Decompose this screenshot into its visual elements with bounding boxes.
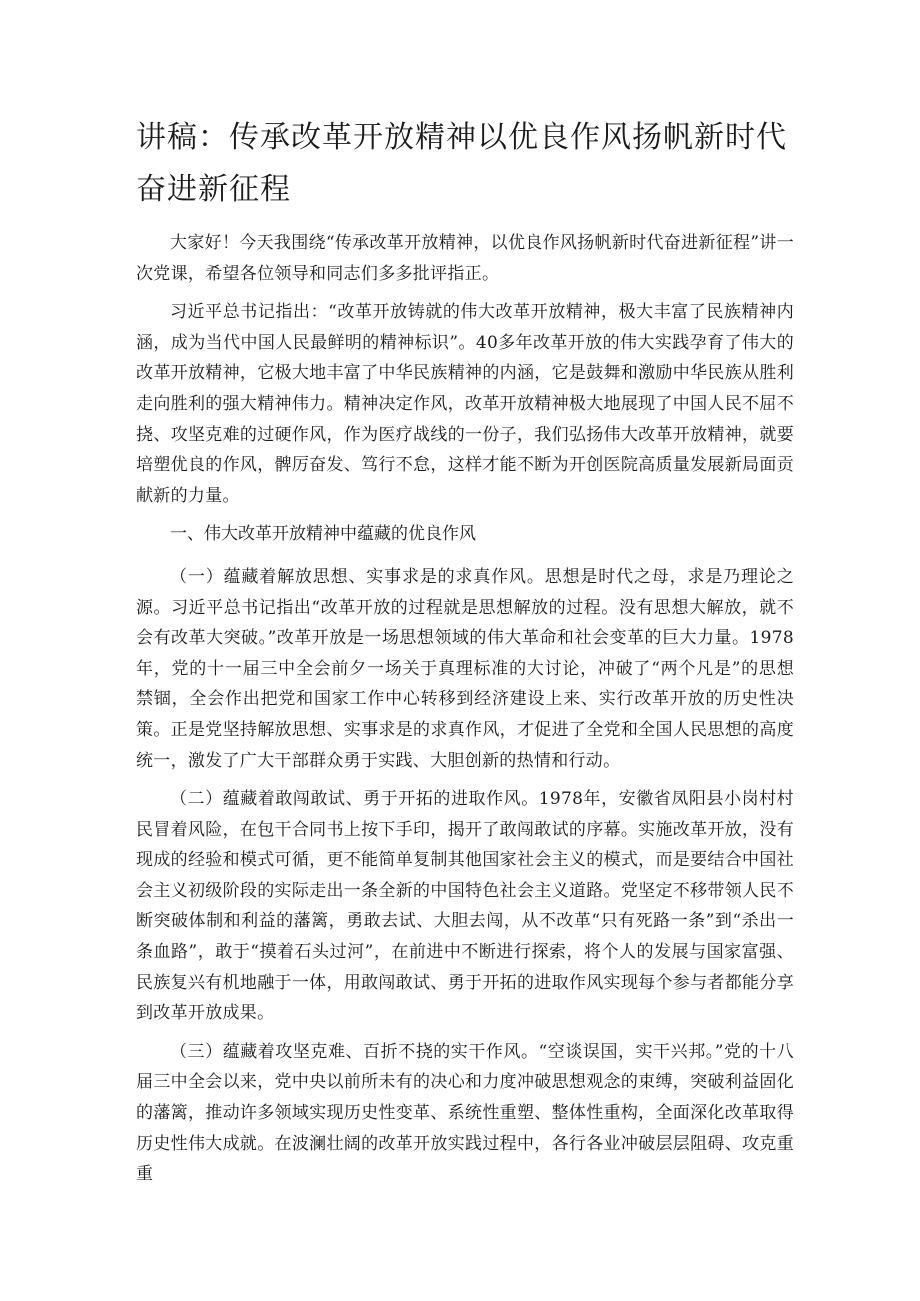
section-heading-1: 一、伟大改革开放精神中蕴藏的优良作风 [170,524,476,545]
paragraph-section-1: （一）蕴藏着解放思想、实事求是的求真作风。思想是时代之母，求是乃理论之源。习近平总书记指出“改革开放的过程就是思想解放的过程。没有思想大解放，就不会有改革大突破。”改革开放是一场思想领域的伟大革命和社会变革的巨大力量。1978年，党的十一届三中全会前夕一场关于真理标准的大讨论，冲破了“两个凡是”的思想禁锢，全会作出把党和国家工作中心转移到经济建设上来、实行改革开放的历史性决策。正是党坚持解放思想、实事求是的求真作风，才促进了全党和全国人民思想的高度统一，激发了广大干部群众勇于实践、大胆创新的热情和行动。 [136,566,794,771]
paragraph-section-2: （二）蕴藏着敢闯敢试、勇于开拓的进取作风。1978年，安徽省凤阳县小岗村村民冒着风险，在包干合同书上按下手印，揭开了敢闯敢试的序幕。实施改革开放，没有现成的经验和模式可循，更不能简单复制其他国家社会主义的模式，而是要结合中国社会主义初级阶段的实际走出一条全新的中国特色社会主义道路。党坚定不移带领人民不断突破体制和利益的藩篱，勇敢去试、大胆去闯，从不改革“只有死路一条”到“杀出一条血路”，敢于“摸着石头过河”，在前进中不断进行探索，将个人的发展与国家富强、民族复兴有机地融于一体，用敢闯敢试、勇于开拓的进取作风实现每个参与者都能分享到改革开放成果。 [136,789,794,1024]
document-body [136,228,794,1198]
paragraph-section-3: （三）蕴藏着攻坚克难、百折不挠的实干作风。“空谈误国，实干兴邦。”党的十八届三中全会以来，党中央以前所未有的决心和力度冲破思想观念的束缚，突破利益固化的藩篱，推动许多领域实现历史性变革、系统性重塑、整体性重构，全面深化改革取得历史性伟大成就。在波澜壮阔的改革开放实践过程中，各行各业冲破层层阻碍、攻克重重 [136,1041,794,1185]
document-title: 讲稿：传承改革开放精神以优良作风扬帆新时代奋进新征程 [136,120,787,207]
paragraph-quote: 习近平总书记指出：“改革开放铸就的伟大改革开放精神，极大丰富了民族精神内涵，成为当代中国人民最鲜明的精神标识”。40多年改革开放的伟大实践孕育了伟大的改革开放精神，它极大地丰富了中华民族精神的内涵，它是鼓舞和激励中华民族从胜利走向胜利的强大精神伟力。精神决定作风，改革开放精神极大地展现了中国人民不屈不挠、攻坚克难的过硬作风，作为医疗战线的一份子，我们弘扬伟大改革开放精神，就要培塑优良的作风，髀厉奋发、笃行不怠，这样才能不断为开创医院高质量发展新局面贡献新的力量。 [136,302,794,506]
paragraph-opening: 大家好！今天我围绕“传承改革开放精神，以优良作风扬帆新时代奋进新征程”讲一次党课，希望各位领导和同志们多多批评指正。 [136,233,794,284]
